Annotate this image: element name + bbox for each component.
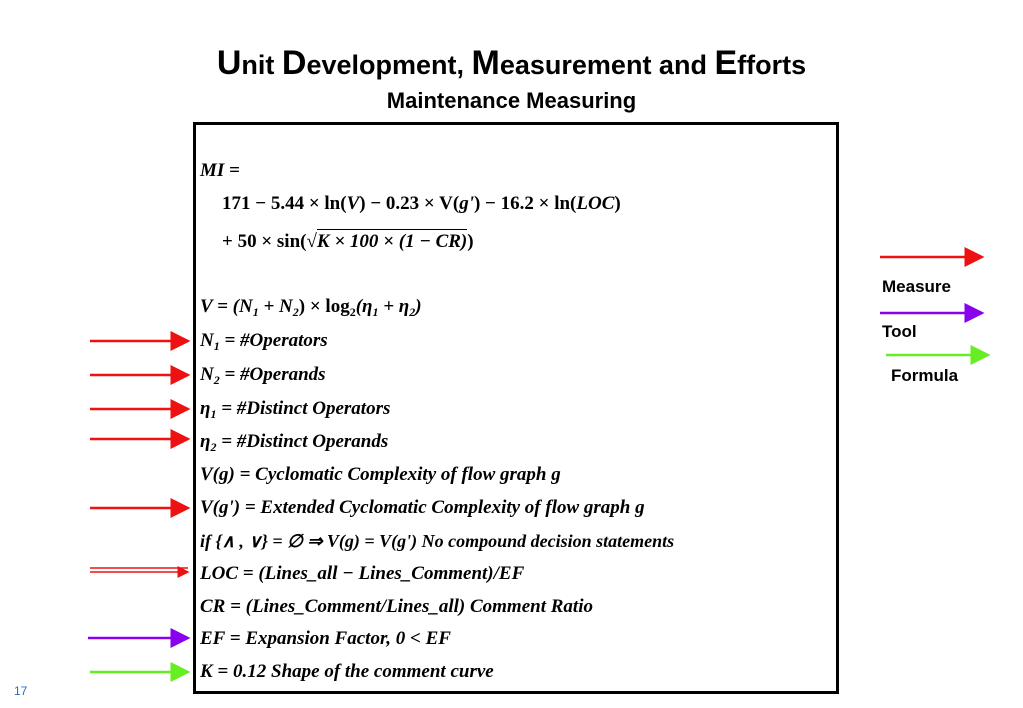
slide-subtitle: Maintenance Measuring (386, 88, 637, 113)
cyclomatic-complexity-definition: V(g) = Cyclomatic Complexity of flow graph g (200, 464, 561, 485)
comment-curve-constant: K = 0.12 Shape of the comment curve (200, 661, 494, 682)
slide-title: Unit Development, Measurement and Efforts (216, 44, 807, 82)
volume-definition: $V = (N_1 + N_2) \times \log_2(\eta_1 + \eta_2)$ (200, 296, 422, 319)
eta2-definition: $\eta_2$ = #Distinct Operands (200, 431, 389, 454)
comment-ratio-definition: CR = (Lines_Comment/Lines_all) Comment Ratio (200, 596, 593, 617)
expansion-factor-definition: EF = Expansion Factor, 0 < EF (200, 628, 451, 649)
legend-formula-label: Formula (891, 366, 959, 385)
compound-decision-rule: if {∧ , ∨} = ∅ ⇒ V(g) = V(g') No compound decision statements (200, 531, 675, 551)
n2-definition: $N_2$ = #Operands (200, 364, 326, 387)
slide-number: 17 (14, 684, 28, 698)
loc-definition: LOC = (Lines_all − Lines_Comment)/EF (200, 563, 525, 584)
mi-formula-line-1: 171 − 5.44 × ln(V) − 0.23 × V(g') − 16.2 × ln(LOC) (222, 193, 621, 214)
square-root-expression: K × 100 × (1 − CR) (316, 231, 468, 252)
legend-measure-label: Measure (882, 277, 951, 296)
mi-label: MI = (200, 160, 240, 181)
eta1-definition: $\eta_1$ = #Distinct Operators (200, 398, 391, 421)
legend-tool-label: Tool (882, 322, 917, 341)
n1-definition: $N_1$ = #Operators (200, 330, 328, 353)
mi-formula-line-2: + 50 × sin(√K × 100 × (1 − CR)) (222, 231, 474, 252)
extended-cyclomatic-definition: V(g') = Extended Cyclomatic Complexity of flow graph g (200, 497, 645, 518)
